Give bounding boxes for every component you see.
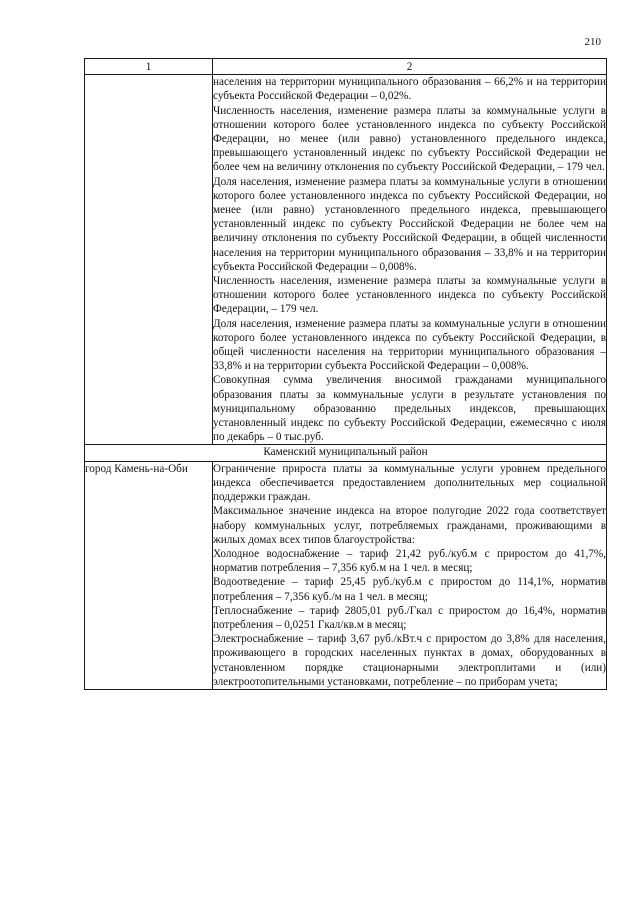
paragraph: Доля населения, изменение размера платы за коммунальные услуги в отношении которого более установленного индекса по субъекту Российской Федерации, в общей численности населения на территории муниципального образования – 33,8% и на территории субъекта Российской Федерации – 0,008%. [213,317,606,373]
paragraph: Холодное водоснабжение – тариф 21,42 руб./куб.м с приростом до 41,7%, норматив потребления – 7,356 куб.м на 1 чел. в месяц; [213,547,606,575]
paragraph: Совокупная сумма увеличения вносимой гражданами муниципального образования платы за коммунальные услуги в результате установления по муниципальному образованию предельных индексов, превышающих установленный индекс по субъекту Российской Федерации, ежемесячно с июля по декабрь – 0 тыс.руб. [213,374,606,444]
column-header-2: 2 [213,59,607,75]
paragraph: Ограничение прироста платы за коммунальные услуги уровнем предельного индекса обеспечивается предоставлением дополнительных мер социальной поддержки граждан. [213,462,606,504]
table-header-row [85,59,607,75]
paragraph: населения на территории муниципального образования – 66,2% и на территории субъекта Российской Федерации – 0,02%. [213,76,606,103]
row2-description-cell [213,461,607,689]
row2-municipality-cell: город Камень-на-Оби [85,461,213,689]
paragraph: Водоотведение – тариф 25,45 руб./куб.м с приростом до 114,1%, норматив потребления – 7,356 куб./м на 1 чел. в месяц; [213,576,606,603]
paragraph: Теплоснабжение – тариф 2805,01 руб./Гкал с приростом до 16,4%, норматив потребления – 0,0251 Гкал/кв.м в месяц; [213,604,606,631]
paragraph: Максимальное значение индекса на второе полугодие 2022 года соответствует набору коммунальных услуг, потребляемых гражданами, проживающими в жилых домах всех типов благоустройства: [213,505,606,546]
page-number: 210 [584,36,601,48]
column-header-1: 1 [85,59,213,75]
section-row [85,445,607,461]
paragraph: Доля населения, изменение размера платы за коммунальные услуги в отношении которого более установленного индекса по субъекту Российской Федерации, но менее (или равно) установленного предельного индекса, превышающего установленный индекс по субъекту Российской Федерации не более чем на величину отклонения по субъекту Российской Федерации, в общей численности населения на территории муниципального образования – 33,8% и на территории субъекта Российской Федерации – 0,008%. [213,175,606,273]
row1-municipality-cell [85,75,213,445]
paragraph: Электроснабжение – тариф 3,67 руб./кВт.ч с приростом до 3,8% для населения, проживающего в городских населенных пунктах в домах, оборудованных в установленном порядке стационарными электроплитами и (или) электроотопительными установками, потребление – по приборам учета; [213,633,606,688]
paragraph: Численность населения, изменение размера платы за коммунальные услуги в отношении которого более установленного индекса по субъекту Российской Федерации, – 179 чел. [213,275,606,316]
table-row [85,75,607,445]
table-row [85,461,607,689]
paragraph: Численность населения, изменение размера платы за коммунальные услуги в отношении которого более установленного индекса по субъекту Российской Федерации, но менее (или равно) установленного предельного индекса, превышающего установленный индекс по субъекту Российской Федерации не более чем на величину отклонения по субъекту Российской Федерации, – 179 чел. [213,104,606,174]
section-title: Каменский муниципальный район [85,445,607,461]
document-table [84,58,607,690]
row1-description-cell [213,75,607,445]
